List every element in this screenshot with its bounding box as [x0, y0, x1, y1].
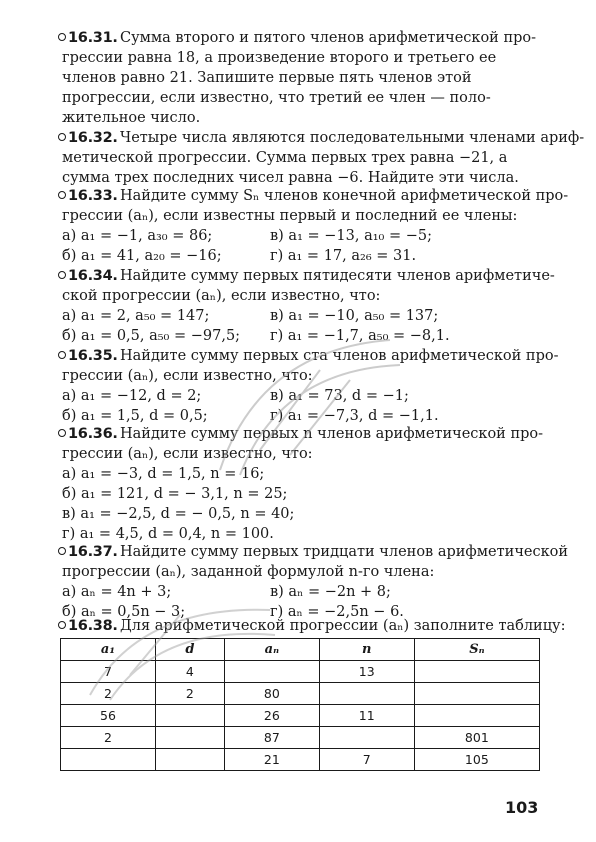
table-cell — [319, 683, 414, 705]
table-cell — [319, 727, 414, 749]
answer-options-row — [62, 326, 542, 346]
table-cell — [61, 749, 156, 771]
page-number: 103 — [505, 798, 539, 817]
table-cell: 2 — [61, 727, 156, 749]
answer-options-row — [62, 226, 542, 246]
problem-text-line: Для арифметической прогрессии (aₙ) заполните таблицу: — [120, 618, 566, 634]
circle-marker-icon — [58, 133, 66, 141]
circle-marker-icon — [58, 429, 66, 437]
problem-text-line: грессии (aₙ), если известно, что: — [62, 446, 313, 462]
problem-text-line: грессии (aₙ), если известно, что: — [62, 368, 313, 384]
table-cell: 105 — [414, 749, 539, 771]
problem-text-line: Сумма второго и пятого членов арифметической про- — [120, 30, 537, 46]
problem-16-31 — [62, 28, 542, 128]
problem-text-line: Найдите сумму первых n членов арифметической про- — [120, 426, 544, 442]
problem-number: 16.31. — [58, 28, 118, 48]
problem-16-35 — [62, 346, 559, 426]
problem-text-line: грессии равна 18, а произведение второго и третьего ее — [62, 50, 497, 66]
table-cell: 87 — [224, 727, 319, 749]
option-a: а) a₁ = −12, d = 2; — [62, 388, 202, 404]
circle-marker-icon — [58, 351, 66, 359]
problem-16-36 — [62, 424, 542, 544]
table-cell: 56 — [61, 705, 156, 727]
option-a: а) a₁ = −1, a₃₀ = 86; — [62, 228, 213, 244]
circle-marker-icon — [58, 547, 66, 555]
table-cell — [155, 705, 224, 727]
table-cell — [414, 705, 539, 727]
problem-number: 16.37. — [58, 542, 118, 562]
table-cell — [414, 661, 539, 683]
column-header: Sₙ — [414, 639, 539, 661]
option-b: б) a₁ = 121, d = − 3,1, n = 25; — [62, 486, 288, 502]
problem-text-line: грессии (aₙ), если известны первый и последний ее члены: — [62, 208, 518, 224]
table-cell: 4 — [155, 661, 224, 683]
problem-text-line: Найдите сумму Sₙ членов конечной арифметической про- — [120, 188, 569, 204]
table-cell: 11 — [319, 705, 414, 727]
option-b: б) aₙ = 0,5n − 3; — [62, 604, 186, 620]
option-v: в) a₁ = −2,5, d = − 0,5, n = 40; — [62, 506, 295, 522]
option-g: г) aₙ = −2,5n − 6. — [270, 604, 404, 620]
circle-marker-icon — [58, 621, 66, 629]
table-cell: 801 — [414, 727, 539, 749]
problem-number: 16.35. — [58, 346, 118, 366]
column-header: n — [319, 639, 414, 661]
problem-text-line: жительное число. — [62, 110, 201, 126]
problem-text-line: сумма трех последних чисел равна −6. Найдите эти числа. — [62, 170, 519, 186]
problem-16-33 — [62, 186, 569, 266]
option-b: б) a₁ = 41, a₂₀ = −16; — [62, 248, 222, 264]
option-a: а) aₙ = 4n + 3; — [62, 584, 172, 600]
option-b: б) a₁ = 1,5, d = 0,5; — [62, 408, 208, 424]
problem-text-line: Найдите сумму первых пятидесяти членов арифметиче- — [120, 268, 555, 284]
option-v: в) aₙ = −2n + 8; — [270, 584, 391, 600]
column-header: a₁ — [61, 639, 156, 661]
table-row — [61, 749, 540, 771]
option-v: в) a₁ = −13, a₁₀ = −5; — [270, 228, 432, 244]
problem-text-line: прогрессии (aₙ), заданной формулой n-го члена: — [62, 564, 435, 580]
option-a: а) a₁ = 2, a₅₀ = 147; — [62, 308, 210, 324]
circle-marker-icon — [58, 191, 66, 199]
option-g: г) a₁ = −1,7, a₅₀ = −8,1. — [270, 328, 450, 344]
table-cell: 7 — [319, 749, 414, 771]
table-cell — [155, 727, 224, 749]
answer-options-row — [62, 582, 542, 602]
table-cell — [155, 749, 224, 771]
option-b: б) a₁ = 0,5, a₅₀ = −97,5; — [62, 328, 241, 344]
option-v: в) a₁ = −10, a₅₀ = 137; — [270, 308, 439, 324]
table-row — [61, 661, 540, 683]
problem-number: 16.36. — [58, 424, 118, 444]
option-v: в) a₁ = 73, d = −1; — [270, 388, 409, 404]
problem-number: 16.34. — [58, 266, 118, 286]
option-g: г) a₁ = 4,5, d = 0,4, n = 100. — [62, 526, 274, 542]
answer-options-row — [62, 306, 542, 326]
problem-text-line: ской прогрессии (aₙ), если известно, что: — [62, 288, 381, 304]
table-cell: 26 — [224, 705, 319, 727]
problem-text-line: прогрессии, если известно, что третий ее член — поло- — [62, 90, 491, 106]
table-cell: 2 — [61, 683, 156, 705]
problem-16-38 — [62, 616, 566, 636]
table-cell: 21 — [224, 749, 319, 771]
answer-options-row — [62, 386, 542, 406]
problem-text-line: Четыре числа являются последовательными членами ариф- — [120, 130, 585, 146]
table-cell: 2 — [155, 683, 224, 705]
column-header: d — [155, 639, 224, 661]
circle-marker-icon — [58, 271, 66, 279]
table-row — [61, 727, 540, 749]
problem-text-line: членов равно 21. Запишите первые пять членов этой — [62, 70, 472, 86]
option-g: г) a₁ = −7,3, d = −1,1. — [270, 408, 439, 424]
table-header-row — [61, 639, 540, 661]
option-a: а) a₁ = −3, d = 1,5, n = 16; — [62, 466, 265, 482]
table-row — [61, 683, 540, 705]
table-cell — [414, 683, 539, 705]
problem-text-line: Найдите сумму первых тридцати членов арифметической — [120, 544, 569, 560]
problem-text-line: метической прогрессии. Сумма первых трех равна −21, а — [62, 150, 508, 166]
problem-16-32 — [62, 128, 585, 188]
table-row — [61, 705, 540, 727]
table-cell: 7 — [61, 661, 156, 683]
problem-number: 16.33. — [58, 186, 118, 206]
progression-table — [60, 638, 540, 771]
problem-16-37 — [62, 542, 569, 622]
column-header: aₙ — [224, 639, 319, 661]
option-g: г) a₁ = 17, a₂₆ = 31. — [270, 248, 417, 264]
problem-number: 16.32. — [58, 128, 118, 148]
answer-options-row — [62, 246, 542, 266]
problem-number: 16.38. — [58, 616, 118, 636]
circle-marker-icon — [58, 33, 66, 41]
problem-16-34 — [62, 266, 555, 346]
problem-text-line: Найдите сумму первых ста членов арифметической про- — [120, 348, 559, 364]
table-cell — [224, 661, 319, 683]
table-cell: 80 — [224, 683, 319, 705]
table-cell: 13 — [319, 661, 414, 683]
answer-options-row — [62, 406, 542, 426]
